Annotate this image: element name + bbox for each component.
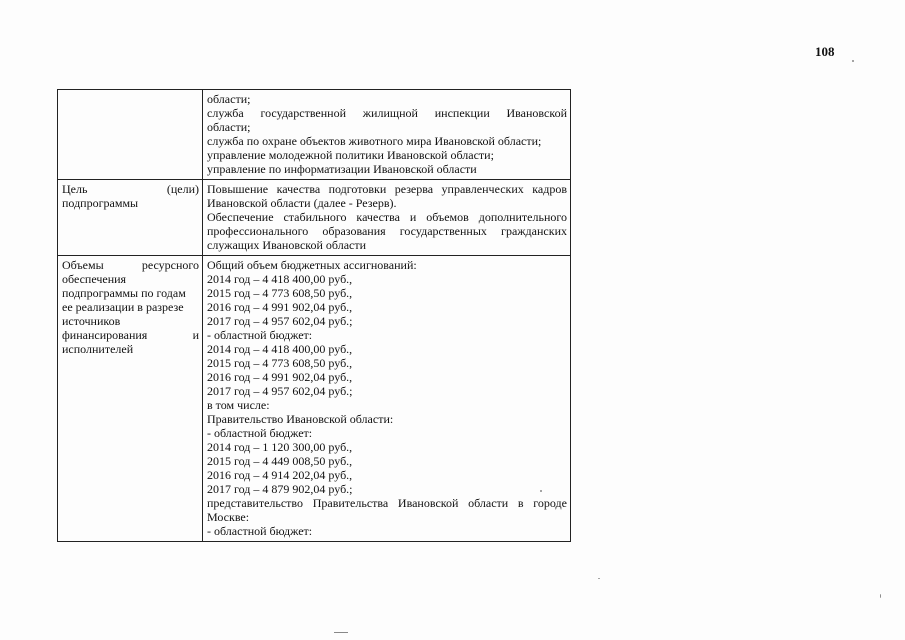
text-line: 2017 год – 4 957 602,04 руб.;	[207, 384, 353, 398]
scan-speck	[334, 632, 348, 633]
row-label-cell	[58, 256, 203, 542]
table-row	[58, 90, 571, 180]
text-line: 2015 год – 4 773 608,50 руб.,	[207, 356, 353, 370]
page-number: 108	[815, 44, 835, 59]
text-line: служба государственной жилищной инспекции Ивановской	[207, 106, 567, 120]
text-line: профессионального образования государственных гражданских	[207, 224, 567, 238]
label-line: финансирования и	[62, 328, 199, 342]
scan-speck	[598, 578, 600, 579]
text-line: области;	[207, 120, 251, 134]
text-line: области;	[207, 92, 251, 106]
text-line: в том числе:	[207, 398, 270, 412]
label-line: Цель (цели)	[62, 182, 199, 196]
text-line: 2016 год – 4 914 202,04 руб.,	[207, 468, 353, 482]
label-line: источников	[62, 314, 121, 328]
scan-speck	[852, 60, 854, 62]
text-line: 2016 год – 4 991 902,04 руб.,	[207, 300, 353, 314]
row-label-cell	[58, 90, 203, 180]
text-line: 2017 год – 4 957 602,04 руб.;	[207, 314, 353, 328]
text-line: 2014 год – 4 418 400,00 руб.,	[207, 272, 353, 286]
text-line: Обеспечение стабильного качества и объемов дополнительного	[207, 210, 567, 224]
text-line: - областной бюджет:	[207, 328, 313, 342]
text-line: Ивановской области (далее - Резерв).	[207, 196, 397, 210]
row-label-cell	[58, 180, 203, 256]
text-line: управление по информатизации Ивановской области	[207, 162, 477, 176]
label-line: Объемы ресурсного	[62, 258, 199, 272]
scan-speck	[880, 594, 881, 598]
text-line: 2015 год – 4 449 008,50 руб.,	[207, 454, 353, 468]
text-line: - областной бюджет:	[207, 426, 313, 440]
text-line: служащих Ивановской области	[207, 238, 367, 252]
text-line: - областной бюджет:	[207, 524, 313, 538]
table-row	[58, 180, 571, 256]
text-line: управление молодежной политики Ивановской области;	[207, 148, 494, 162]
row-content-cell	[203, 90, 571, 180]
row-content-cell	[203, 256, 571, 542]
label-line: подпрограммы	[62, 196, 139, 210]
text-line: Повышение качества подготовки резерва управленческих кадров	[207, 182, 567, 196]
text-line: 2014 год – 4 418 400,00 руб.,	[207, 342, 353, 356]
label-line: подпрограммы по годам	[62, 286, 186, 300]
label-line: ее реализации в разрезе	[62, 300, 184, 314]
text-line: Правительство Ивановской области:	[207, 412, 394, 426]
passport-table	[57, 89, 571, 542]
text-line: Общий объем бюджетных ассигнований:	[207, 258, 417, 272]
text-line: Москве:	[207, 510, 250, 524]
text-line: представительство Правительства Ивановской области в городе	[207, 496, 567, 510]
text-line: 2016 год – 4 991 902,04 руб.,	[207, 370, 353, 384]
label-line: обеспечения	[62, 272, 127, 286]
scan-speck	[540, 490, 542, 492]
label-line: исполнителей	[62, 342, 134, 356]
text-line: 2014 год – 1 120 300,00 руб.,	[207, 440, 353, 454]
text-line: служба по охране объектов животного мира Ивановской области;	[207, 134, 542, 148]
table-row	[58, 256, 571, 542]
text-line: 2017 год – 4 879 902,04 руб.;	[207, 482, 353, 496]
row-content-cell	[203, 180, 571, 256]
text-line: 2015 год – 4 773 608,50 руб.,	[207, 286, 353, 300]
